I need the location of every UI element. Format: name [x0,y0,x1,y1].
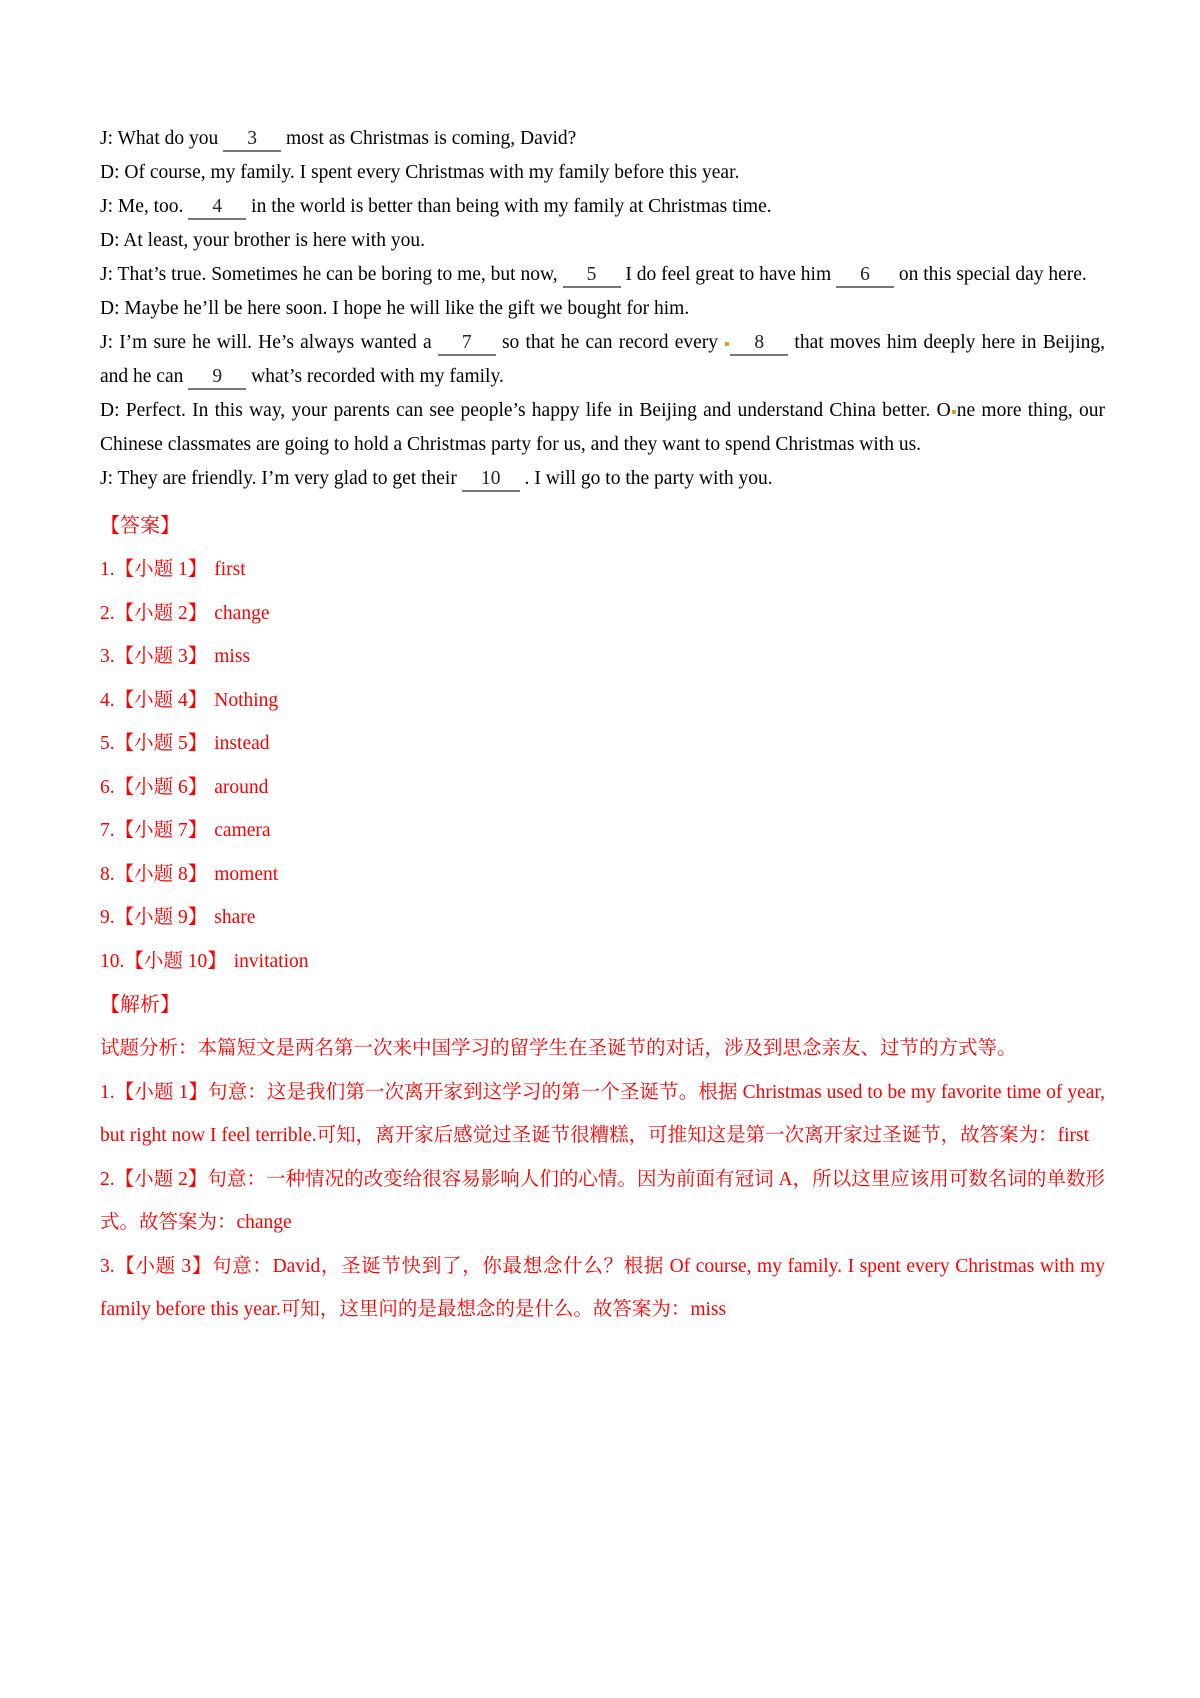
answer-label: 4.【小题 4】 [100,689,208,711]
dialogue-paragraph [100,190,1105,224]
answer-item [100,548,1105,592]
dialogue-text: J: That’s true. Sometimes he can be boring to me, but now, [100,264,563,285]
answer-item [100,722,1105,766]
answers-header: 【答案】 [100,515,180,537]
answer-word: camera [214,820,271,841]
answer-label: 5.【小题 5】 [100,733,208,754]
dialogue-text: . I will go to the party with you. [519,468,773,489]
dialogue-text: most as Christmas is coming, David? [281,128,577,149]
answer-label: 3.【小题 3】 [100,646,208,667]
cloze-blank-3: 3 [223,129,281,152]
answer-label: 8.【小题 8】 [100,863,208,885]
stray-dot-marker [952,410,956,414]
cloze-dialogue [100,122,1105,496]
answer-label: 2.【小题 2】 [100,602,208,624]
answer-item [100,896,1105,940]
answer-label: 1.【小题 1】 [100,559,208,580]
dialogue-text: ne more thing, our Chinese classmates are going to hold a Christmas party for us, and they want to spend Christmas with us. [100,400,1105,455]
answer-item [100,679,1105,723]
analysis-paragraph: 试题分析：本篇短文是两名第一次来中国学习的留学生在圣诞节的对话，涉及到思念亲友、过节的方式等。 [100,1038,1017,1059]
answer-label: 6.【小题 6】 [100,776,208,798]
answers-section [100,504,1105,983]
cloze-blank-10: 10 [462,469,520,492]
answer-word: around [214,776,269,798]
answer-item [100,940,1105,984]
analysis-paragraph: 3.【小题 3】句意：David，圣诞节快到了，你最想念什么？根据 Of course, my family. I spent every Christmas with my family before this year.可知，这里问的是最想念的是什么。故答案为：miss [100,1255,1105,1320]
dialogue-paragraph [100,462,1105,496]
answer-label: 9.【小题 9】 [100,907,208,928]
cloze-blank-6: 6 [836,265,894,288]
dialogue-paragraph [100,224,1105,258]
answer-word: moment [214,863,279,885]
cloze-blank-5: 5 [563,265,621,288]
cloze-blank-8: 8 [730,333,788,356]
answer-item [100,853,1105,897]
dialogue-text: D: Perfect. In this way, your parents can see people’s happy life in Beijing and understand China better. O [100,400,951,421]
dialogue-text: in the world is better than being with my family at Christmas time. [246,196,772,217]
analysis-paragraph: 2.【小题 2】句意：一种情况的改变给很容易影响人们的心情。因为前面有冠词 A，所以这里应该用可数名词的单数形式。故答案为：change [100,1168,1105,1233]
analysis-paragraph: 1.【小题 1】句意：这是我们第一次离开家到这学习的第一个圣诞节。根据 Christmas used to be my favorite time of year, but right now I feel terrible.可知，离开家后感觉过圣诞节很糟糕，可推知这是第一次离开家过圣诞节，故答案为：first [100,1081,1105,1146]
dialogue-text: J: They are friendly. I’m very glad to get their [100,468,462,489]
dialogue-paragraph [100,326,1105,394]
dialogue-text: D: Maybe he’ll be here soon. I hope he will like the gift we bought for him. [100,298,690,319]
answer-item [100,592,1105,636]
dialogue-paragraph [100,156,1105,190]
answer-word: Nothing [214,689,279,711]
answer-word: change [214,602,270,624]
dialogue-paragraph [100,394,1105,462]
dialogue-paragraph [100,292,1105,326]
dialogue-text: on this special day here. [894,264,1087,285]
analysis-paragraphs [100,1027,1105,1332]
answer-word: share [214,907,256,928]
dialogue-text: that moves him deeply here in Beijing, and he can [100,332,1105,387]
analysis-section [100,983,1105,1332]
dialogue-text: D: At least, your brother is here with you. [100,230,425,251]
stray-dot-marker [725,342,729,346]
dialogue-paragraph [100,122,1105,156]
cloze-blank-9: 9 [188,367,246,390]
dialogue-text: D: Of course, my family. I spent every Christmas with my family before this year. [100,162,740,183]
dialogue-text: J: I’m sure he will. He’s always wanted a [100,332,438,353]
cloze-blank-4: 4 [188,197,246,220]
dialogue-text: I do feel great to have him [620,264,837,285]
answers-list [100,548,1105,983]
dialogue-text: J: What do you [100,128,224,149]
dialogue-paragraph [100,258,1105,292]
answer-item [100,766,1105,810]
dialogue-text: so that he can record every [495,332,725,353]
answer-word: miss [214,646,251,667]
dialogue-text: what’s recorded with my family. [246,366,504,387]
answer-word: instead [214,733,270,754]
analysis-header: 【解析】 [100,994,180,1016]
answer-item [100,635,1105,679]
answer-label: 10.【小题 10】 [100,950,227,972]
answer-word: invitation [233,950,309,972]
dialogue-text: J: Me, too. [100,196,189,217]
answer-label: 7.【小题 7】 [100,820,208,841]
answer-item [100,809,1105,853]
answer-word: first [214,559,246,580]
cloze-blank-7: 7 [438,333,496,356]
